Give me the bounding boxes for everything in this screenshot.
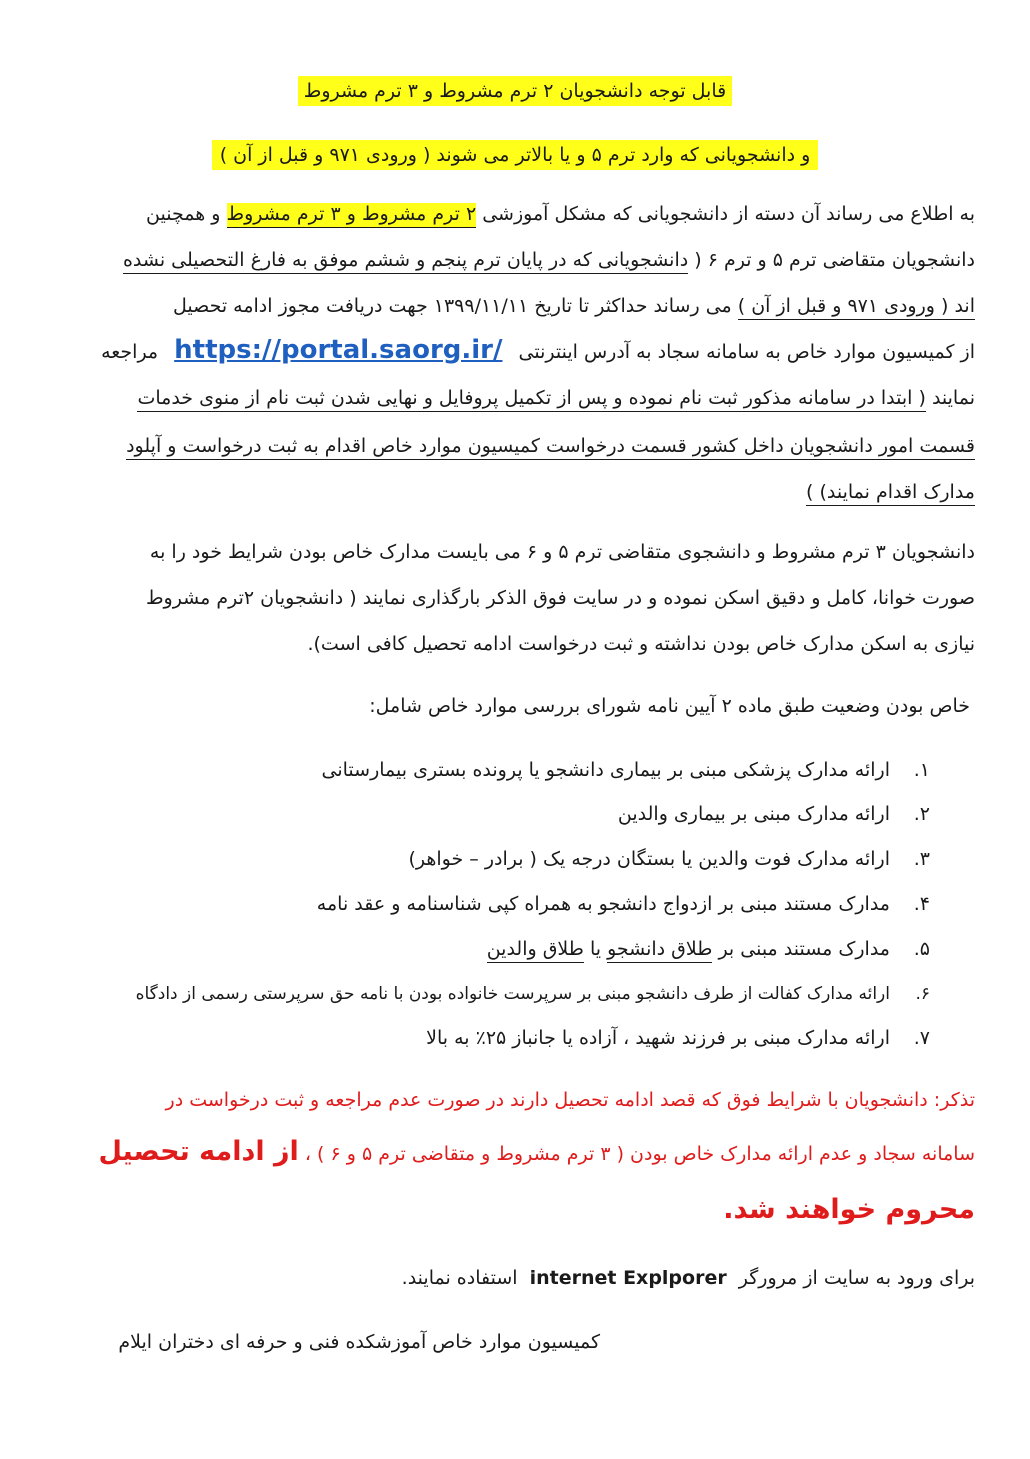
para2-line-2: صورت خوانا، کامل و دقیق اسکن نموده و در سایت فوق الذکر بارگذاری نمایند ( دانشجویان ۲ترم مشروط — [145, 587, 975, 609]
warning-line-2: سامانه سجاد و عدم ارائه مدارک خاص بودن ( ۳ ترم مشروط و متقاضی ترم ۵ و ۶ ) ، از ادامه تحصیل — [98, 1136, 975, 1167]
para2-line-1: دانشجویان ۳ ترم مشروط و دانشجوی متقاضی ترم ۵ و ۶ می بایست مدارک خاص بودن شرایط خود را به — [149, 541, 975, 563]
list-item: ۳.ارائه مدارک فوت والدین یا بستگان درجه یک ( برادر – خواهر) — [408, 848, 930, 870]
para1-line-6: قسمت امور دانشجویان داخل کشور قسمت درخواست کمیسیون موارد خاص اقدام به ثبت درخواست و آپلود — [55, 432, 975, 460]
list-item: ۵.مدارک مستند مبنی بر طلاق دانشجو یا طلاق والدین — [50, 935, 930, 963]
list-intro: خاص بودن وضعیت طبق ماده ۲ آیین نامه شورای بررسی موارد خاص شامل: — [369, 695, 970, 717]
list-item: ۶.ارائه مدارک کفالت از طرف دانشجو مبنی بر سرپرست خانواده بودن با نامه حق سرپرستی رسمی از دادگاه — [135, 984, 930, 1004]
para1-line-4: از کمیسیون موارد خاص به سامانه سجاد به آدرس اینترنتی https://portal.saorg.ir/ مراجعه — [101, 335, 975, 365]
highlight-conditional-terms: ۲ ترم مشروط و ۳ ترم مشروط — [227, 203, 477, 228]
signature: کمیسیون موارد خاص آموزشکده فنی و حرفه ای دختران ایلام — [118, 1331, 600, 1353]
para1-line-3: اند ( ورودی ۹۷۱ و قبل از آن ) می رساند حداکثر تا تاریخ ۱۳۹۹/۱۱/۱۱ جهت دریافت مجوز ادامه تحصیل — [55, 292, 975, 320]
browser-name: internet Explporer — [529, 1267, 727, 1289]
list-item: ۱.ارائه مدارک پزشکی مبنی بر بیماری دانشجو یا پرونده بستری بیمارستانی — [321, 759, 930, 781]
portal-link[interactable]: https://portal.saorg.ir/ — [174, 335, 503, 365]
warning-line-3: محروم خواهند شد. — [723, 1194, 975, 1225]
para2-line-3: نیازی به اسکن مدارک خاص بودن نداشته و ثبت درخواست ادامه تحصیل کافی است). — [307, 633, 975, 655]
warning-line-1: تذکر: دانشجویان با شرایط فوق که قصد ادامه تحصیل دارند در صورت عدم مراجعه و ثبت درخواست در — [165, 1089, 975, 1111]
para1-line-5: نمایند ( ابتدا در سامانه مذکور ثبت نام نموده و پس از تکمیل پروفایل و نهایی شدن ثبت نام از منوی خدمات — [55, 384, 975, 412]
browser-note: برای ورود به سایت از مرورگر internet Explporer استفاده نمایند. — [55, 1264, 975, 1292]
heading-line-2: و دانشجویانی که وارد ترم ۵ و یا بالاتر می شوند ( ورودی ۹۷۱ و قبل از آن ) — [0, 136, 1030, 174]
list-item: ۷.ارائه مدارک مبنی بر فرزند شهید ، آزاده یا جانباز ۲۵٪ به بالا — [426, 1027, 930, 1049]
para1-line-2: دانشجویان متقاضی ترم ۵ و ترم ۶ ( دانشجویانی که در پایان ترم پنجم و ششم موفق به فارغ التحصیلی نشده — [55, 246, 975, 274]
list-item: ۲.ارائه مدارک مبنی بر بیماری والدین — [617, 803, 930, 825]
heading-line-1: قابل توجه دانشجویان ۲ ترم مشروط و ۳ ترم مشروط — [0, 72, 1030, 110]
para1-line-7: مدارک اقدام نمایند) ) — [55, 478, 975, 506]
list-item: ۴.مدارک مستند مبنی بر ازدواج دانشجو به همراه کپی شناسنامه و عقد نامه — [316, 893, 930, 915]
para1-line-1: به اطلاع می رساند آن دسته از دانشجویانی که مشکل آموزشی ۲ ترم مشروط و ۳ ترم مشروط و همچنین — [55, 200, 975, 228]
